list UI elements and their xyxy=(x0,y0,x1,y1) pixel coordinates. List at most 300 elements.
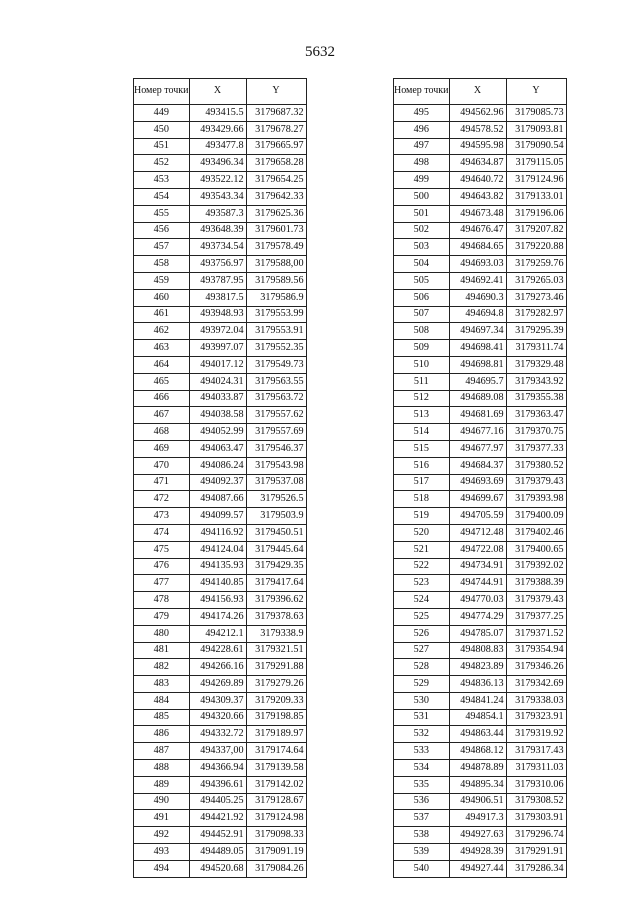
cell-x: 494562.96 xyxy=(449,105,506,122)
cell-y: 3179396.62 xyxy=(246,592,306,609)
cell-point-number: 518 xyxy=(394,491,450,508)
header-point-number: Номер точки xyxy=(394,79,450,105)
cell-x: 494640.72 xyxy=(449,172,506,189)
header-y: Y xyxy=(246,79,306,105)
cell-y: 3179124.98 xyxy=(246,810,306,827)
cell-y: 3179503.9 xyxy=(246,508,306,525)
table-header-row xyxy=(134,79,307,105)
cell-y: 3179090.54 xyxy=(506,138,566,155)
cell-point-number: 469 xyxy=(134,440,190,457)
cell-x: 494698.81 xyxy=(449,356,506,373)
cell-point-number: 523 xyxy=(394,575,450,592)
cell-x: 494692.41 xyxy=(449,272,506,289)
cell-y: 3179687.32 xyxy=(246,105,306,122)
table-row xyxy=(394,105,567,122)
table-row xyxy=(134,608,307,625)
cell-y: 3179586.9 xyxy=(246,289,306,306)
cell-y: 3179393.98 xyxy=(506,491,566,508)
cell-y: 3179209.33 xyxy=(246,692,306,709)
cell-x: 494135.93 xyxy=(189,558,246,575)
table-row xyxy=(134,105,307,122)
cell-x: 494174.26 xyxy=(189,608,246,625)
cell-point-number: 470 xyxy=(134,457,190,474)
table-row xyxy=(394,524,567,541)
cell-x: 494086.24 xyxy=(189,457,246,474)
table-row xyxy=(134,743,307,760)
table-row xyxy=(394,760,567,777)
table-header-row xyxy=(394,79,567,105)
cell-x: 494927.63 xyxy=(449,827,506,844)
cell-x: 494927.44 xyxy=(449,860,506,877)
cell-y: 3179342.69 xyxy=(506,676,566,693)
cell-y: 3179400.09 xyxy=(506,508,566,525)
cell-x: 494578.52 xyxy=(449,121,506,138)
coordinates-table-left xyxy=(133,78,307,878)
cell-y: 3179133.01 xyxy=(506,188,566,205)
cell-x: 494684.65 xyxy=(449,239,506,256)
table-row xyxy=(394,793,567,810)
cell-x: 494677.16 xyxy=(449,424,506,441)
cell-x: 493948.93 xyxy=(189,306,246,323)
cell-y: 3179291.91 xyxy=(506,844,566,861)
cell-point-number: 503 xyxy=(394,239,450,256)
cell-point-number: 487 xyxy=(134,743,190,760)
cell-point-number: 540 xyxy=(394,860,450,877)
cell-point-number: 473 xyxy=(134,508,190,525)
cell-x: 494698.41 xyxy=(449,340,506,357)
cell-y: 3179343.92 xyxy=(506,373,566,390)
cell-y: 3179553.91 xyxy=(246,323,306,340)
cell-point-number: 494 xyxy=(134,860,190,877)
table-row xyxy=(394,172,567,189)
table-row xyxy=(134,760,307,777)
cell-point-number: 485 xyxy=(134,709,190,726)
cell-point-number: 525 xyxy=(394,608,450,625)
cell-y: 3179139.58 xyxy=(246,760,306,777)
cell-point-number: 519 xyxy=(394,508,450,525)
cell-y: 3179402.46 xyxy=(506,524,566,541)
table-row xyxy=(134,289,307,306)
cell-point-number: 468 xyxy=(134,424,190,441)
table-row xyxy=(394,373,567,390)
cell-point-number: 452 xyxy=(134,155,190,172)
cell-y: 3179196.06 xyxy=(506,205,566,222)
cell-y: 3179553.99 xyxy=(246,306,306,323)
table-row xyxy=(134,810,307,827)
table-row xyxy=(134,390,307,407)
cell-x: 493972.04 xyxy=(189,323,246,340)
cell-x: 493477.8 xyxy=(189,138,246,155)
cell-x: 494092.37 xyxy=(189,474,246,491)
cell-point-number: 475 xyxy=(134,541,190,558)
cell-x: 494320.66 xyxy=(189,709,246,726)
table-row xyxy=(134,323,307,340)
cell-point-number: 471 xyxy=(134,474,190,491)
cell-point-number: 472 xyxy=(134,491,190,508)
cell-x: 494063.47 xyxy=(189,440,246,457)
cell-point-number: 495 xyxy=(394,105,450,122)
table-row xyxy=(394,440,567,457)
cell-y: 3179282.97 xyxy=(506,306,566,323)
cell-y: 3179189.97 xyxy=(246,726,306,743)
table-row xyxy=(134,709,307,726)
cell-y: 3179084.26 xyxy=(246,860,306,877)
cell-x: 494684.37 xyxy=(449,457,506,474)
cell-y: 3179450.51 xyxy=(246,524,306,541)
cell-point-number: 459 xyxy=(134,272,190,289)
table-row xyxy=(134,172,307,189)
cell-x: 494452.91 xyxy=(189,827,246,844)
cell-x: 494038.58 xyxy=(189,407,246,424)
cell-y: 3179265.03 xyxy=(506,272,566,289)
cell-y: 3179379.43 xyxy=(506,474,566,491)
table-row xyxy=(394,558,567,575)
cell-x: 494841.24 xyxy=(449,692,506,709)
cell-point-number: 520 xyxy=(394,524,450,541)
cell-point-number: 460 xyxy=(134,289,190,306)
cell-point-number: 529 xyxy=(394,676,450,693)
table-row xyxy=(394,625,567,642)
cell-x: 493496.34 xyxy=(189,155,246,172)
cell-point-number: 501 xyxy=(394,205,450,222)
table-row xyxy=(134,272,307,289)
table-row xyxy=(134,205,307,222)
table-row xyxy=(134,340,307,357)
cell-point-number: 489 xyxy=(134,776,190,793)
cell-y: 3179642.33 xyxy=(246,188,306,205)
cell-y: 3179311.74 xyxy=(506,340,566,357)
table-row xyxy=(134,474,307,491)
table-row xyxy=(394,256,567,273)
table-row xyxy=(394,356,567,373)
table-row xyxy=(394,407,567,424)
table-row xyxy=(134,407,307,424)
cell-y: 3179115.05 xyxy=(506,155,566,172)
table-row xyxy=(394,306,567,323)
cell-y: 3179286.34 xyxy=(506,860,566,877)
cell-x: 494689.08 xyxy=(449,390,506,407)
cell-y: 3179417.64 xyxy=(246,575,306,592)
cell-x: 493734.54 xyxy=(189,239,246,256)
table-row xyxy=(394,289,567,306)
table-row xyxy=(134,256,307,273)
table-row xyxy=(394,155,567,172)
cell-point-number: 453 xyxy=(134,172,190,189)
table-row xyxy=(134,239,307,256)
cell-y: 3179303.91 xyxy=(506,810,566,827)
cell-y: 3179308.52 xyxy=(506,793,566,810)
cell-point-number: 461 xyxy=(134,306,190,323)
cell-point-number: 467 xyxy=(134,407,190,424)
cell-y: 3179589.56 xyxy=(246,272,306,289)
table-row xyxy=(134,692,307,709)
cell-x: 494693.69 xyxy=(449,474,506,491)
table-row xyxy=(134,138,307,155)
cell-point-number: 480 xyxy=(134,625,190,642)
cell-x: 494699.67 xyxy=(449,491,506,508)
table-row xyxy=(394,424,567,441)
cell-point-number: 507 xyxy=(394,306,450,323)
cell-x: 494854.1 xyxy=(449,709,506,726)
cell-x: 494520.68 xyxy=(189,860,246,877)
cell-x: 494785.07 xyxy=(449,625,506,642)
table-row xyxy=(394,205,567,222)
cell-point-number: 464 xyxy=(134,356,190,373)
cell-point-number: 506 xyxy=(394,289,450,306)
cell-point-number: 465 xyxy=(134,373,190,390)
cell-point-number: 483 xyxy=(134,676,190,693)
cell-point-number: 457 xyxy=(134,239,190,256)
table-row xyxy=(134,860,307,877)
cell-x: 494228.61 xyxy=(189,642,246,659)
cell-x: 494868.12 xyxy=(449,743,506,760)
table-row xyxy=(134,524,307,541)
table-row xyxy=(394,508,567,525)
cell-point-number: 463 xyxy=(134,340,190,357)
cell-x: 494878.89 xyxy=(449,760,506,777)
cell-x: 493429.66 xyxy=(189,121,246,138)
cell-x: 494643.82 xyxy=(449,188,506,205)
header-y: Y xyxy=(506,79,566,105)
table-row xyxy=(394,474,567,491)
cell-y: 3179310.06 xyxy=(506,776,566,793)
cell-point-number: 516 xyxy=(394,457,450,474)
cell-y: 3179445.64 xyxy=(246,541,306,558)
cell-point-number: 514 xyxy=(394,424,450,441)
cell-x: 494712.48 xyxy=(449,524,506,541)
cell-point-number: 498 xyxy=(394,155,450,172)
table-row xyxy=(134,440,307,457)
table-row xyxy=(394,743,567,760)
cell-x: 494693.03 xyxy=(449,256,506,273)
cell-y: 3179377.25 xyxy=(506,608,566,625)
table-row xyxy=(134,726,307,743)
cell-y: 3179207.82 xyxy=(506,222,566,239)
cell-y: 3179543.98 xyxy=(246,457,306,474)
cell-x: 494017.12 xyxy=(189,356,246,373)
cell-point-number: 490 xyxy=(134,793,190,810)
table-row xyxy=(394,541,567,558)
cell-point-number: 479 xyxy=(134,608,190,625)
table-row xyxy=(394,709,567,726)
table-row xyxy=(394,340,567,357)
cell-y: 3179085.73 xyxy=(506,105,566,122)
cell-y: 3179124.96 xyxy=(506,172,566,189)
table-row xyxy=(394,844,567,861)
table-row xyxy=(134,625,307,642)
cell-y: 3179429.35 xyxy=(246,558,306,575)
cell-point-number: 508 xyxy=(394,323,450,340)
cell-point-number: 484 xyxy=(134,692,190,709)
cell-y: 3179388.39 xyxy=(506,575,566,592)
cell-point-number: 521 xyxy=(394,541,450,558)
cell-point-number: 496 xyxy=(394,121,450,138)
cell-x: 494140.85 xyxy=(189,575,246,592)
cell-y: 3179291.88 xyxy=(246,659,306,676)
cell-x: 493415.5 xyxy=(189,105,246,122)
cell-point-number: 466 xyxy=(134,390,190,407)
cell-y: 3179338.9 xyxy=(246,625,306,642)
cell-x: 494156.93 xyxy=(189,592,246,609)
cell-point-number: 512 xyxy=(394,390,450,407)
cell-point-number: 539 xyxy=(394,844,450,861)
table-row xyxy=(394,642,567,659)
cell-y: 3179380.52 xyxy=(506,457,566,474)
table-row xyxy=(134,222,307,239)
cell-point-number: 458 xyxy=(134,256,190,273)
cell-y: 3179578.49 xyxy=(246,239,306,256)
cell-y: 3179220.88 xyxy=(506,239,566,256)
header-point-number: Номер точки xyxy=(134,79,190,105)
table-row xyxy=(134,306,307,323)
table-row xyxy=(394,592,567,609)
cell-x: 494309.37 xyxy=(189,692,246,709)
cell-point-number: 481 xyxy=(134,642,190,659)
cell-y: 3179319.92 xyxy=(506,726,566,743)
cell-x: 494690.3 xyxy=(449,289,506,306)
cell-y: 3179174.64 xyxy=(246,743,306,760)
cell-y: 3179546.37 xyxy=(246,440,306,457)
cell-point-number: 534 xyxy=(394,760,450,777)
table-row xyxy=(134,592,307,609)
cell-y: 3179371.52 xyxy=(506,625,566,642)
table-row xyxy=(134,457,307,474)
cell-x: 494489.05 xyxy=(189,844,246,861)
cell-y: 3179537.08 xyxy=(246,474,306,491)
cell-y: 3179321.51 xyxy=(246,642,306,659)
cell-y: 3179355.38 xyxy=(506,390,566,407)
cell-x: 493787.95 xyxy=(189,272,246,289)
cell-point-number: 486 xyxy=(134,726,190,743)
cell-x: 493648.39 xyxy=(189,222,246,239)
cell-y: 3179563.72 xyxy=(246,390,306,407)
table-row xyxy=(394,272,567,289)
cell-point-number: 538 xyxy=(394,827,450,844)
header-x: X xyxy=(449,79,506,105)
cell-x: 494863.44 xyxy=(449,726,506,743)
cell-point-number: 488 xyxy=(134,760,190,777)
header-x: X xyxy=(189,79,246,105)
cell-point-number: 450 xyxy=(134,121,190,138)
table-row xyxy=(394,726,567,743)
cell-x: 494269.89 xyxy=(189,676,246,693)
cell-point-number: 524 xyxy=(394,592,450,609)
cell-x: 494266.16 xyxy=(189,659,246,676)
cell-point-number: 454 xyxy=(134,188,190,205)
table-row xyxy=(394,692,567,709)
cell-point-number: 528 xyxy=(394,659,450,676)
cell-x: 493997.07 xyxy=(189,340,246,357)
table-row xyxy=(134,541,307,558)
table-row xyxy=(134,558,307,575)
table-row xyxy=(134,155,307,172)
cell-x: 494917.3 xyxy=(449,810,506,827)
cell-y: 3179259.76 xyxy=(506,256,566,273)
table-row xyxy=(394,676,567,693)
cell-point-number: 511 xyxy=(394,373,450,390)
table-row xyxy=(134,676,307,693)
table-row xyxy=(134,659,307,676)
table-row xyxy=(134,424,307,441)
coordinates-table-right xyxy=(393,78,567,878)
table-row xyxy=(134,491,307,508)
cell-x: 494052.99 xyxy=(189,424,246,441)
table-row xyxy=(394,457,567,474)
cell-x: 494774.29 xyxy=(449,608,506,625)
cell-y: 3179273.46 xyxy=(506,289,566,306)
cell-y: 3179378.63 xyxy=(246,608,306,625)
cell-x: 494808.83 xyxy=(449,642,506,659)
cell-x: 494676.47 xyxy=(449,222,506,239)
cell-y: 3179329.48 xyxy=(506,356,566,373)
cell-point-number: 492 xyxy=(134,827,190,844)
cell-x: 493587.3 xyxy=(189,205,246,222)
table-row xyxy=(134,844,307,861)
cell-point-number: 478 xyxy=(134,592,190,609)
table-row xyxy=(394,491,567,508)
cell-point-number: 502 xyxy=(394,222,450,239)
cell-y: 3179377.33 xyxy=(506,440,566,457)
cell-point-number: 477 xyxy=(134,575,190,592)
cell-y: 3179279.26 xyxy=(246,676,306,693)
table-row xyxy=(394,608,567,625)
cell-point-number: 527 xyxy=(394,642,450,659)
cell-y: 3179296.74 xyxy=(506,827,566,844)
cell-point-number: 482 xyxy=(134,659,190,676)
cell-point-number: 462 xyxy=(134,323,190,340)
cell-x: 494677.97 xyxy=(449,440,506,457)
cell-x: 494421.92 xyxy=(189,810,246,827)
cell-y: 3179098.33 xyxy=(246,827,306,844)
cell-y: 3179625.36 xyxy=(246,205,306,222)
cell-x: 494366.94 xyxy=(189,760,246,777)
cell-x: 494705.59 xyxy=(449,508,506,525)
cell-x: 494033.87 xyxy=(189,390,246,407)
cell-y: 3179354.94 xyxy=(506,642,566,659)
cell-point-number: 537 xyxy=(394,810,450,827)
cell-x: 494212.1 xyxy=(189,625,246,642)
table-row xyxy=(394,390,567,407)
cell-x: 494337,00 xyxy=(189,743,246,760)
cell-point-number: 535 xyxy=(394,776,450,793)
table-row xyxy=(394,810,567,827)
cell-y: 3179400.65 xyxy=(506,541,566,558)
cell-point-number: 509 xyxy=(394,340,450,357)
cell-x: 494634.87 xyxy=(449,155,506,172)
table-row xyxy=(394,138,567,155)
cell-x: 494116.92 xyxy=(189,524,246,541)
table-row xyxy=(394,222,567,239)
table-row xyxy=(134,575,307,592)
cell-y: 3179557.62 xyxy=(246,407,306,424)
table-row xyxy=(394,188,567,205)
cell-y: 3179093.81 xyxy=(506,121,566,138)
cell-y: 3179142.02 xyxy=(246,776,306,793)
table-row xyxy=(394,827,567,844)
cell-y: 3179552.35 xyxy=(246,340,306,357)
cell-y: 3179658.28 xyxy=(246,155,306,172)
cell-y: 3179128.67 xyxy=(246,793,306,810)
cell-x: 494673.48 xyxy=(449,205,506,222)
cell-x: 494332.72 xyxy=(189,726,246,743)
cell-y: 3179295.39 xyxy=(506,323,566,340)
table-row xyxy=(394,659,567,676)
cell-x: 493817.5 xyxy=(189,289,246,306)
cell-x: 494722.08 xyxy=(449,541,506,558)
cell-x: 494099.57 xyxy=(189,508,246,525)
table-row xyxy=(394,121,567,138)
cell-x: 494836.13 xyxy=(449,676,506,693)
